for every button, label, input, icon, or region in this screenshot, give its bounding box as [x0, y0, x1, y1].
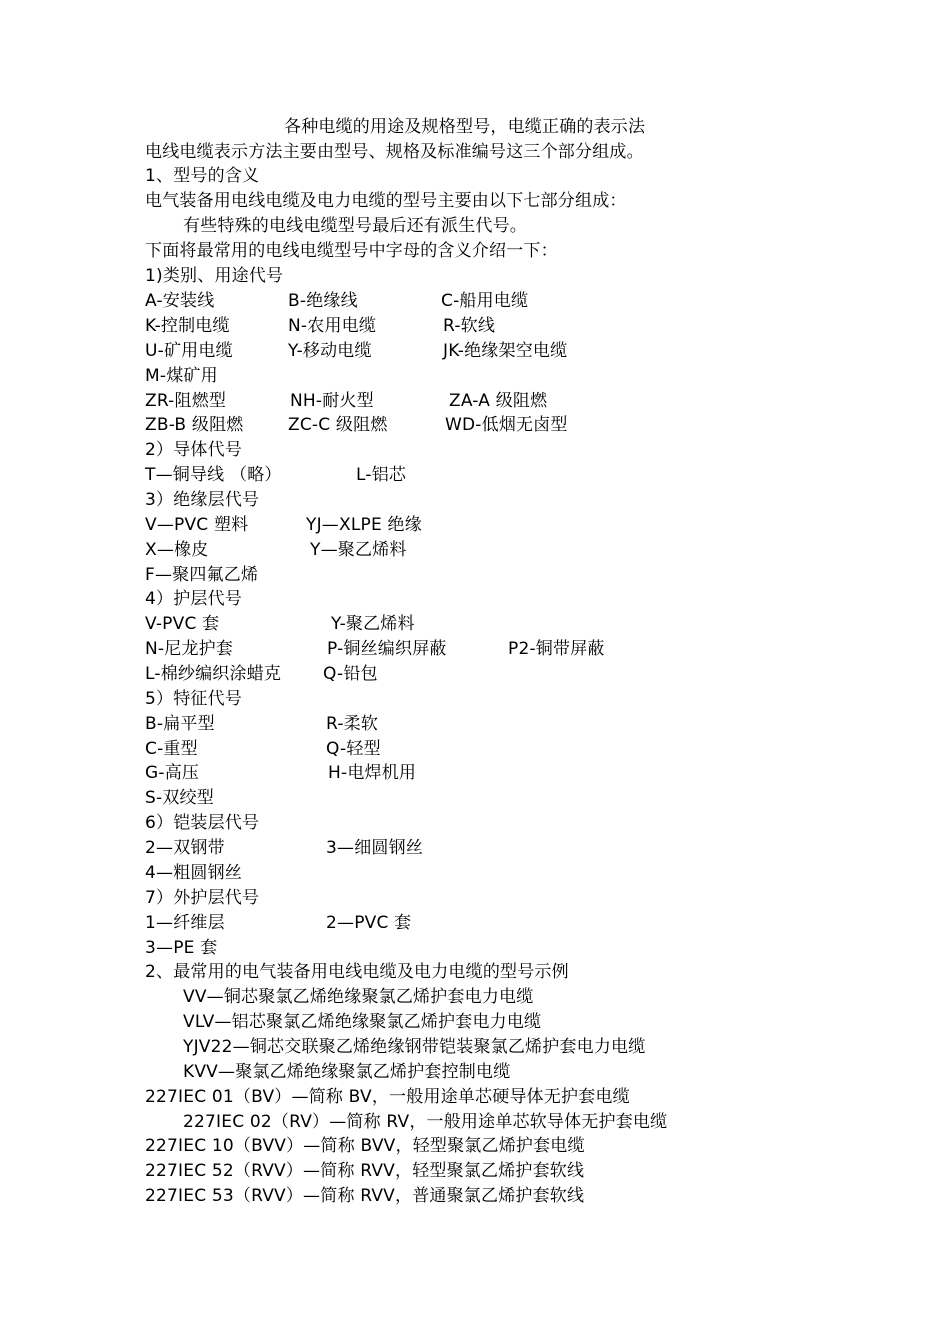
iec-item: 227IEC 52（RVV）—简称 RVV，轻型聚氯乙烯护套软线 — [145, 1161, 585, 1181]
code-item: T—铜导线 （略） — [145, 465, 282, 485]
code-item: ZA-A 级阻燃 — [449, 391, 548, 411]
code-item: ZC-C 级阻燃 — [288, 415, 388, 435]
section-2-heading: 2、最常用的电气装备用电线电缆及电力电缆的型号示例 — [145, 962, 569, 982]
code-item: C-船用电缆 — [441, 291, 529, 311]
code-item: L-铝芯 — [356, 465, 407, 485]
intro-paragraph: 电线电缆表示方法主要由型号、规格及标准编号这三个部分组成。 — [145, 142, 644, 162]
code-row — [0, 463, 950, 488]
code-item: P-铜丝编织屏蔽 — [327, 639, 447, 659]
code-item: F—聚四氟乙烯 — [145, 565, 259, 585]
example-item: YJV22—铜芯交联聚乙烯绝缘钢带铠装聚氯乙烯护套电力电缆 — [183, 1037, 646, 1057]
code-item: C-重型 — [145, 739, 198, 759]
code-item: 3—细圆钢丝 — [326, 838, 424, 858]
code-item: K-控制电缆 — [145, 316, 230, 336]
example-item: VV—铜芯聚氯乙烯绝缘聚氯乙烯护套电力电缆 — [183, 987, 534, 1007]
iec-item: 227IEC 10（BVV）—简称 BVV，轻型聚氯乙烯护套电缆 — [145, 1136, 585, 1156]
code-item: ZB-B 级阻燃 — [145, 415, 244, 435]
group-4-heading: 4）护层代号 — [145, 589, 243, 609]
section-1-paragraph-1: 电气装备用电线电缆及电力电缆的型号主要由以下七部分组成： — [145, 191, 627, 211]
code-row — [0, 364, 950, 389]
code-item: M-煤矿用 — [145, 366, 218, 386]
code-row — [0, 289, 950, 314]
group-7-heading: 7）外护层代号 — [145, 888, 260, 908]
code-row — [0, 786, 950, 811]
code-row — [0, 637, 950, 662]
iec-item: 227IEC 01（BV）—简称 BV，一般用途单芯硬导体无护套电缆 — [145, 1087, 630, 1107]
group-6-heading: 6）铠装层代号 — [145, 813, 260, 833]
group-5-heading: 5）特征代号 — [145, 689, 243, 709]
code-item: R-柔软 — [326, 714, 379, 734]
code-row — [0, 662, 950, 687]
code-item: 2—双钢带 — [145, 838, 225, 858]
group-3-heading: 3）绝缘层代号 — [145, 490, 260, 510]
code-item: Q-轻型 — [326, 739, 381, 759]
code-row — [0, 513, 950, 538]
code-row — [0, 413, 950, 438]
code-item: N-尼龙护套 — [145, 639, 234, 659]
code-item: 4—粗圆钢丝 — [145, 863, 243, 883]
document-title: 各种电缆的用途及规格型号，电缆正确的表示法 — [284, 117, 646, 137]
code-item: R-软线 — [443, 316, 496, 336]
iec-item: 227IEC 02（RV）—简称 RV，一般用途单芯软导体无护套电缆 — [183, 1112, 668, 1132]
code-row — [0, 936, 950, 961]
code-item: V—PVC 塑料 — [145, 515, 249, 535]
code-item: 2—PVC 套 — [326, 913, 412, 933]
code-item: JK-绝缘架空电缆 — [443, 341, 568, 361]
code-item: ZR-阻燃型 — [145, 391, 227, 411]
code-row — [0, 737, 950, 762]
code-item: Y—聚乙烯料 — [310, 540, 407, 560]
example-item: KVV—聚氯乙烯绝缘聚氯乙烯护套控制电缆 — [183, 1062, 511, 1082]
code-item: Q-铅包 — [323, 664, 378, 684]
code-item: V-PVC 套 — [145, 614, 220, 634]
code-row — [0, 861, 950, 886]
code-item: G-高压 — [145, 763, 200, 783]
code-item: 1—纤维层 — [145, 913, 225, 933]
code-row — [0, 612, 950, 637]
group-2-heading: 2）导体代号 — [145, 440, 243, 460]
code-item: NH-耐火型 — [290, 391, 374, 411]
code-item: A-安装线 — [145, 291, 215, 311]
code-item: Y-聚乙烯料 — [331, 614, 415, 634]
code-item: 3—PE 套 — [145, 938, 218, 958]
code-item: B-绝缘线 — [288, 291, 358, 311]
code-item: H-电焊机用 — [328, 763, 417, 783]
code-item: S-双绞型 — [145, 788, 214, 808]
code-row — [0, 761, 950, 786]
section-1-heading: 1、型号的含义 — [145, 166, 260, 186]
example-item: VLV—铝芯聚氯乙烯绝缘聚氯乙烯护套电力电缆 — [183, 1012, 542, 1032]
code-item: X—橡皮 — [145, 540, 209, 560]
code-row — [0, 339, 950, 364]
code-row — [0, 538, 950, 563]
code-row — [0, 389, 950, 414]
code-item: P2-铜带屏蔽 — [508, 639, 605, 659]
code-item: YJ—XLPE 绝缘 — [306, 515, 422, 535]
code-item: L-棉纱编织涂蜡克 — [145, 664, 282, 684]
code-item: WD-低烟无卤型 — [445, 415, 568, 435]
code-row — [0, 911, 950, 936]
section-1-paragraph-2: 有些特殊的电线电缆型号最后还有派生代号。 — [183, 216, 527, 236]
code-row — [0, 563, 950, 588]
code-item: N-农用电缆 — [288, 316, 377, 336]
iec-item: 227IEC 53（RVV）—简称 RVV，普通聚氯乙烯护套软线 — [145, 1186, 585, 1206]
group-1-heading: 1)类别、用途代号 — [145, 266, 284, 286]
code-row — [0, 712, 950, 737]
code-row — [0, 836, 950, 861]
section-1-paragraph-3: 下面将最常用的电线电缆型号中字母的含义介绍一下： — [145, 241, 558, 261]
code-row — [0, 314, 950, 339]
code-item: Y-移动电缆 — [288, 341, 372, 361]
code-item: B-扁平型 — [145, 714, 215, 734]
code-item: U-矿用电缆 — [145, 341, 233, 361]
